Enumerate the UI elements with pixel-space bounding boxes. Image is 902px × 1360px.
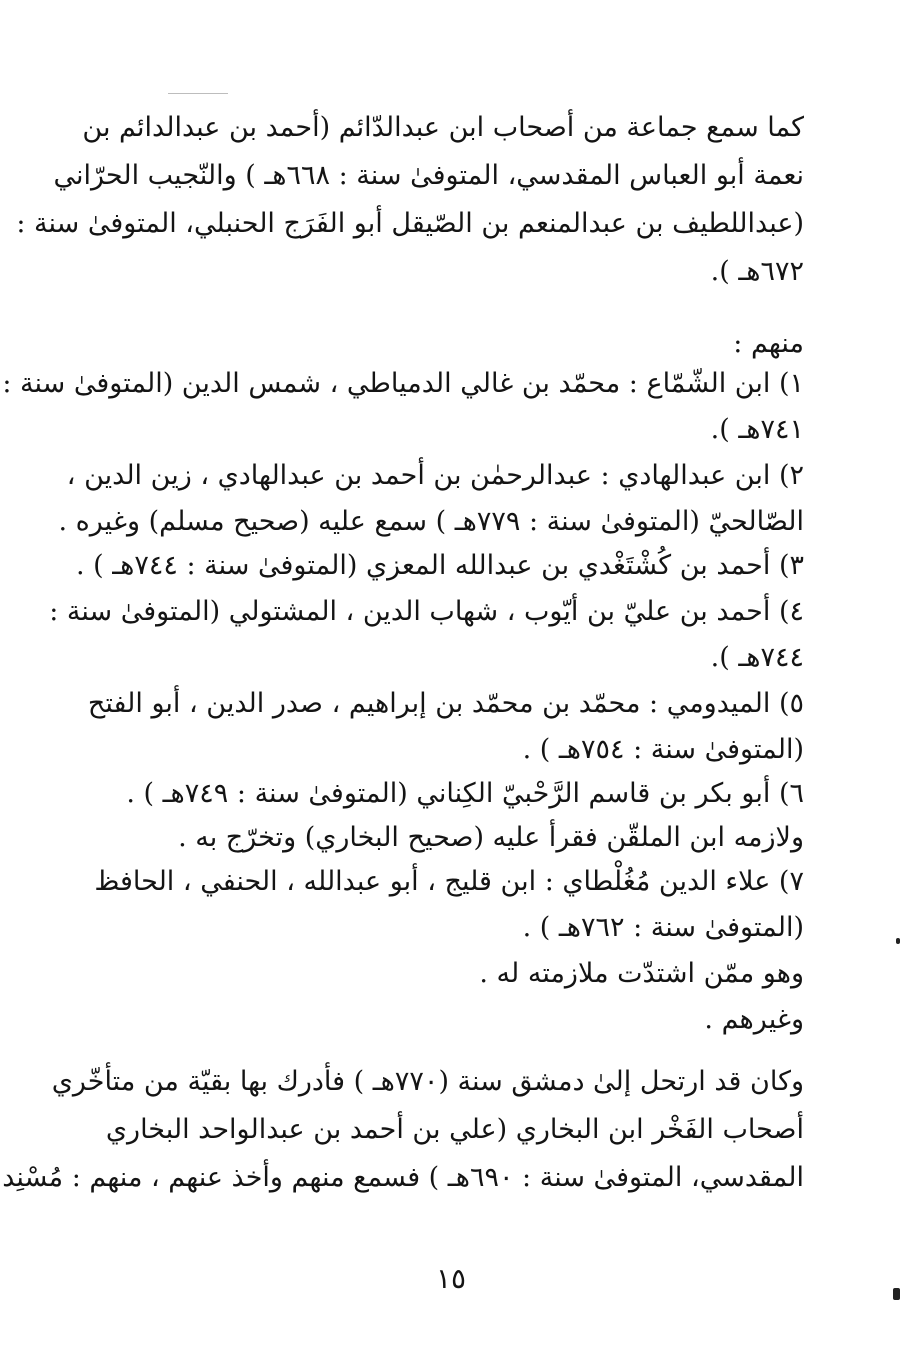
text-line: (المتوفىٰ سنة : ٧٥٤هـ ) . [522,734,804,765]
list-item: ١) ابن الشّمّاع : محمّد بن غالي الدمياطي ، شمس الدين (المتوفىٰ سنة : [2,368,804,399]
text-line: كما سمع جماعة من أصحاب ابن عبدالدّائم (أحمد بن عبدالدائم بن [82,112,804,143]
text-line: وغيرهم . [704,1004,804,1035]
text-line: المقدسي، المتوفىٰ سنة : ٦٩٠هـ ) فسمع منهم وأخذ عنهم ، منهم : مُسْنِد [2,1162,804,1193]
scan-mark [168,93,228,94]
text-line: ٧٤١هـ ). [710,414,804,445]
scan-speck [893,1288,900,1300]
text-line: ٧٤٤هـ ). [710,642,804,673]
text-line: (عبداللطيف بن عبدالمنعم بن الصّيقل أبو الفَرَج الحنبلي، المتوفىٰ سنة : [16,208,804,239]
list-item: ٣) أحمد بن كُشْتَغْدي بن عبدالله المعزي (المتوفىٰ سنة : ٧٤٤هـ ) . [75,550,804,581]
text-line: وكان قد ارتحل إلىٰ دمشق سنة (٧٧٠هـ ) فأدرك بها بقيّة من متأخّري [51,1066,804,1097]
text-line: (المتوفىٰ سنة : ٧٦٢هـ ) . [522,912,804,943]
text-line: الصّالحيّ (المتوفىٰ سنة : ٧٧٩هـ ) سمع عليه (صحيح مسلم) وغيره . [58,506,804,537]
scan-speck [896,938,900,944]
section-heading: منهم : [733,328,804,359]
list-item: ٧) علاء الدين مُغُلْطاي : ابن قليج ، أبو عبدالله ، الحنفي ، الحافظ [94,866,804,897]
list-item: ٢) ابن عبدالهادي : عبدالرحمٰن بن أحمد بن عبدالهادي ، زين الدين ، [66,460,804,491]
list-item: ٤) أحمد بن عليّ بن أيّوب ، شهاب الدين ، المشتولي (المتوفىٰ سنة : [49,596,804,627]
list-item: ٥) الميدومي : محمّد بن محمّد بن إبراهيم ، صدر الدين ، أبو الفتح [87,688,804,719]
text-line: ٦٧٢هـ ). [710,256,804,287]
page-number: ١٥ [435,1262,467,1295]
text-line: نعمة أبو العباس المقدسي، المتوفىٰ سنة : ٦٦٨هـ ) والنّجيب الحرّاني [53,160,804,191]
text-line: ولازمه ابن الملقّن فقرأ عليه (صحيح البخاري) وتخرّج به . [178,822,804,853]
text-line: وهو ممّن اشتدّت ملازمته له . [479,958,804,989]
list-item: ٦) أبو بكر بن قاسم الرَّحْبيّ الكِناني (المتوفىٰ سنة : ٧٤٩هـ ) . [126,778,804,809]
text-line: أصحاب الفَخْر ابن البخاري (علي بن أحمد بن عبدالواحد البخاري [105,1114,804,1145]
